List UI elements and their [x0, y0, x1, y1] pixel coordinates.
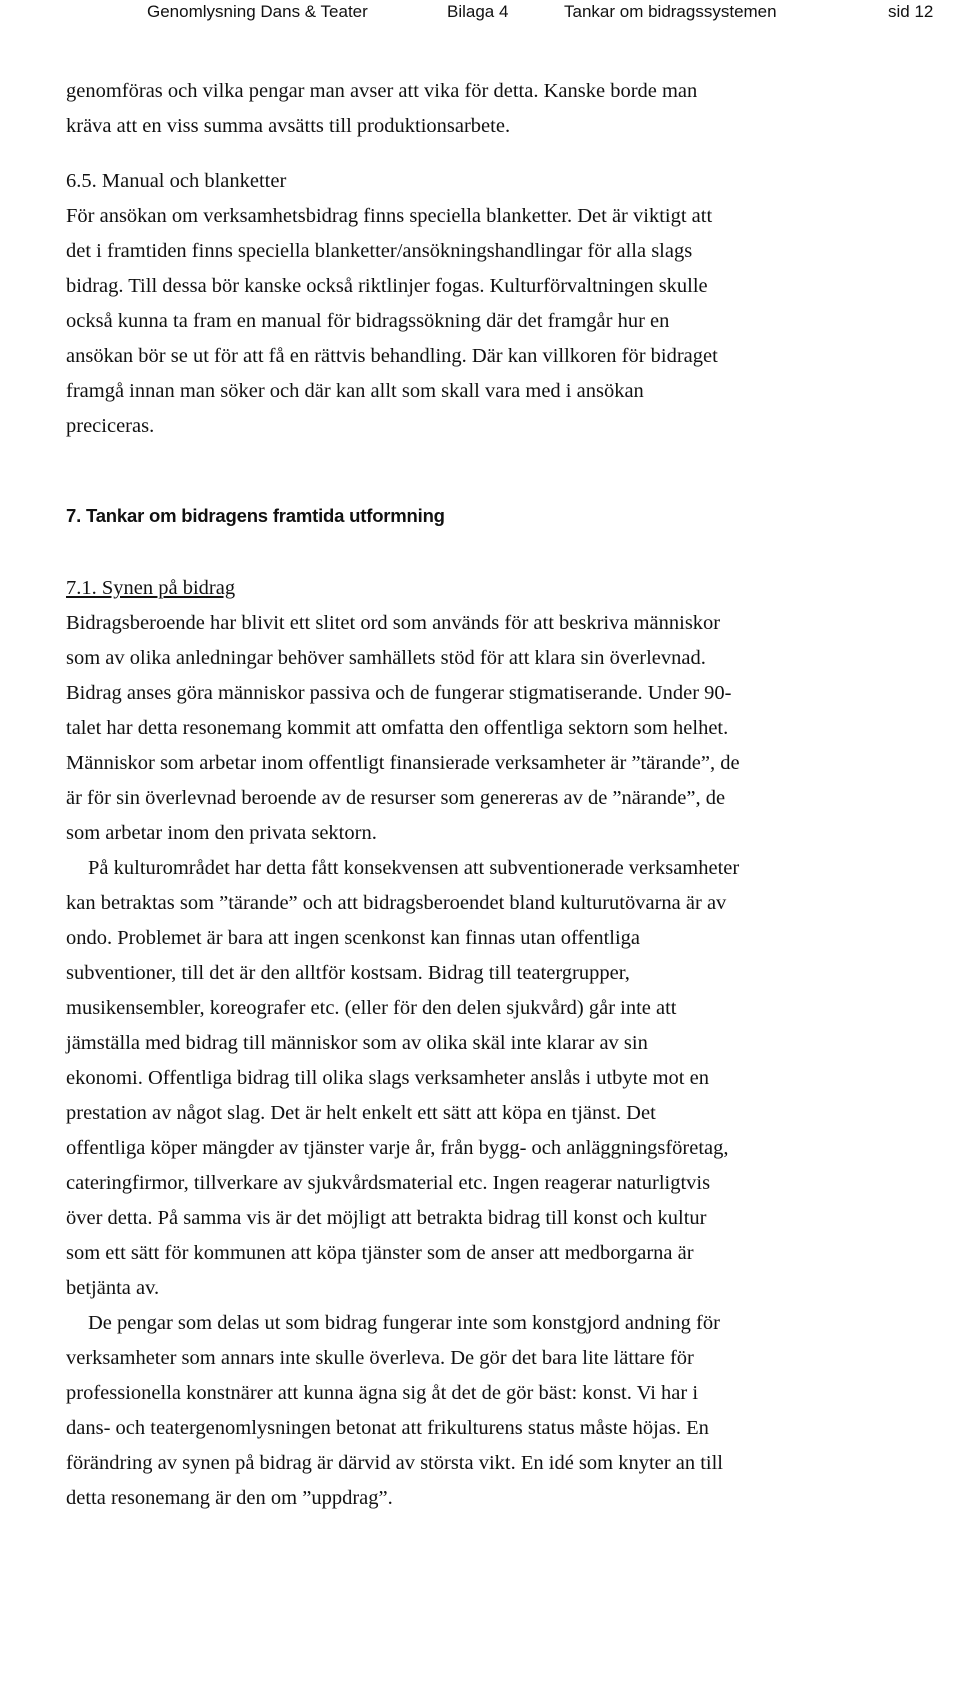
header-page-number: sid 12 — [888, 2, 934, 21]
paragraph-first-line: På kulturområdet har detta fått konsekvensen att subventionerade verksamheter — [88, 857, 740, 879]
text-line: det i framtiden finns speciella blanketter/ansökningshandlingar för alla slags — [66, 240, 693, 262]
text-line: betjänta av. — [66, 1277, 160, 1299]
text-line: också kunna ta fram en manual för bidragssökning där det framgår hur en — [66, 310, 670, 332]
section-heading-7-1: 7.1. Synen på bidrag — [66, 577, 236, 599]
text-line: jämställa med bidrag till människor som av olika skäl inte klarar av sin — [66, 1032, 648, 1054]
text-line: dans- och teatergenomlysningen betonat att frikulturens status måste höjas. En — [66, 1417, 709, 1439]
text-line: framgå innan man söker och där kan allt som skall vara med i ansökan — [66, 380, 644, 402]
text-line: ansökan bör se ut för att få en rättvis behandling. Där kan villkoren för bidraget — [66, 345, 718, 367]
text-line: För ansökan om verksamhetsbidrag finns speciella blanketter. Det är viktigt att — [66, 205, 713, 227]
header-section: Tankar om bidragssystemen — [564, 2, 777, 21]
text-line: talet har detta resonemang kommit att omfatta den offentliga sektorn som helhet. — [66, 717, 729, 739]
page-header — [0, 0, 960, 32]
text-line: detta resonemang är den om ”uppdrag”. — [66, 1487, 393, 1509]
text-line: verksamheter som annars inte skulle överleva. De gör det bara lite lättare för — [66, 1347, 694, 1369]
text-line: cateringfirmor, tillverkare av sjukvårdsmaterial etc. Ingen reagerar naturligtvis — [66, 1172, 711, 1194]
text-line: genomföras och vilka pengar man avser att vika för detta. Kanske borde man — [66, 80, 698, 102]
document-body — [66, 74, 886, 1516]
text-line: professionella konstnärer att kunna ägna sig åt det de gör bäst: konst. Vi har i — [66, 1382, 699, 1404]
text-line: musikensembler, koreografer etc. (eller för den delen sjukvård) går inte att — [66, 997, 677, 1019]
header-appendix: Bilaga 4 — [447, 2, 509, 21]
text-line: ekonomi. Offentliga bidrag till olika slags verksamheter anslås i utbyte mot en — [66, 1067, 709, 1089]
text-line: bidrag. Till dessa bör kanske också riktlinjer fogas. Kulturförvaltningen skulle — [66, 275, 708, 297]
text-line: är för sin överlevnad beroende av de resurser som genereras av de ”närande”, de — [66, 787, 726, 809]
text-line: subventioner, till det är den alltför kostsam. Bidrag till teatergrupper, — [66, 962, 630, 984]
chapter-heading-7: 7. Tankar om bidragens framtida utformning — [66, 505, 445, 526]
text-line: kräva att en viss summa avsätts till produktionsarbete. — [66, 115, 511, 137]
text-line: över detta. På samma vis är det möjligt att betrakta bidrag till konst och kultur — [66, 1207, 707, 1229]
header-document-title: Genomlysning Dans & Teater — [147, 2, 368, 21]
text-line: Bidrag anses göra människor passiva och de fungerar stigmatiserande. Under 90- — [66, 682, 732, 704]
text-line: som ett sätt för kommunen att köpa tjänster som de anser att medborgarna är — [66, 1242, 694, 1264]
text-line: Människor som arbetar inom offentligt finansierade verksamheter är ”tärande”, de — [66, 752, 740, 774]
text-line: offentliga köper mängder av tjänster varje år, från bygg- och anläggningsföretag, — [66, 1137, 729, 1159]
text-line: Bidragsberoende har blivit ett slitet ord som används för att beskriva människor — [66, 612, 721, 634]
text-line: ondo. Problemet är bara att ingen scenkonst kan finnas utan offentliga — [66, 927, 641, 949]
section-heading-6-5: 6.5. Manual och blanketter — [66, 170, 287, 192]
text-line: prestation av något slag. Det är helt enkelt ett sätt att köpa en tjänst. Det — [66, 1102, 656, 1124]
text-line: som arbetar inom den privata sektorn. — [66, 822, 377, 844]
paragraph-first-line: De pengar som delas ut som bidrag fungerar inte som konstgjord andning för — [88, 1312, 720, 1334]
text-line: preciceras. — [66, 415, 155, 437]
text-line: kan betraktas som ”tärande” och att bidragsberoendet bland kulturutövarna är av — [66, 892, 727, 914]
text-line: förändring av synen på bidrag är därvid av största vikt. En idé som knyter an till — [66, 1452, 723, 1474]
text-line: som av olika anledningar behöver samhällets stöd för att klara sin överlevnad. — [66, 647, 706, 669]
